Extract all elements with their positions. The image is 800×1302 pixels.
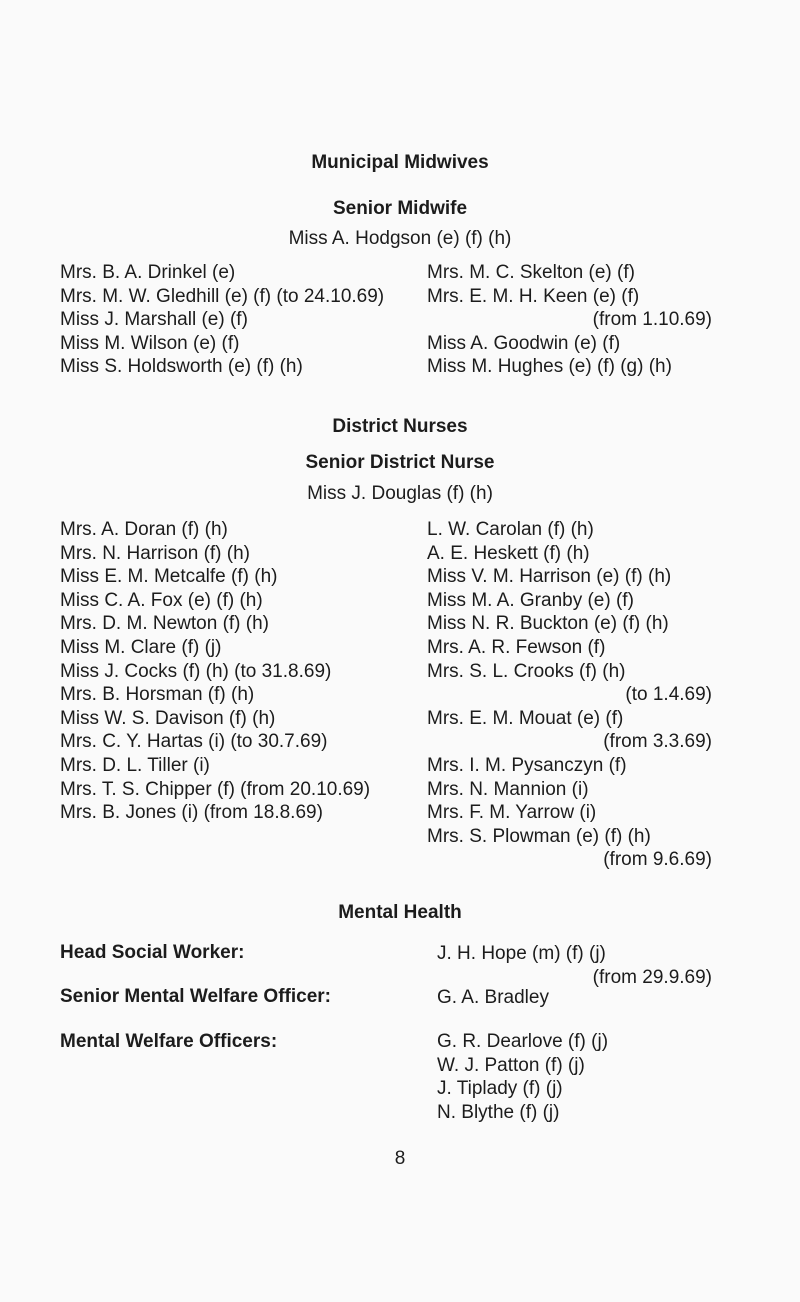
senior-officer-entry bbox=[437, 986, 549, 1010]
head-social-worker-entry bbox=[437, 942, 712, 989]
list-item: Miss M. Wilson (e) (f) bbox=[60, 332, 240, 354]
list-item: Miss S. Holdsworth (e) (f) (h) bbox=[60, 356, 303, 378]
district-right-column bbox=[427, 518, 712, 872]
list-item: G. A. Bradley bbox=[437, 987, 549, 1008]
list-item: Miss W. S. Davison (f) (h) bbox=[60, 707, 276, 729]
senior-district-name: Miss J. Douglas (f) (h) bbox=[307, 483, 493, 504]
list-item: J. Tiplady (f) (j) bbox=[437, 1078, 563, 1100]
list-item: Mrs. S. L. Crooks (f) (h) bbox=[427, 660, 626, 682]
list-item: Mrs. I. M. Pysanczyn (f) bbox=[427, 754, 627, 776]
list-item-note: (to 1.4.69) bbox=[625, 684, 712, 706]
list-item: Mrs. N. Harrison (f) (h) bbox=[60, 542, 250, 564]
list-item: Mrs. A. R. Fewson (f) bbox=[427, 636, 606, 658]
midwives-left-column bbox=[60, 261, 384, 379]
list-item: Miss A. Goodwin (e) (f) bbox=[427, 332, 621, 354]
list-item: Miss V. M. Harrison (e) (f) (h) bbox=[427, 566, 672, 588]
list-item-note: (from 3.3.69) bbox=[603, 731, 712, 753]
list-item: J. H. Hope (m) (f) (j) bbox=[437, 943, 606, 964]
list-item: Miss M. Hughes (e) (f) (g) (h) bbox=[427, 356, 672, 378]
list-item: Miss C. A. Fox (e) (f) (h) bbox=[60, 589, 263, 611]
senior-midwife-title: Senior Midwife bbox=[332, 198, 468, 219]
list-item: Mrs. B. Jones (i) (from 18.8.69) bbox=[60, 802, 323, 824]
section-heading-midwives: Municipal Midwives bbox=[311, 152, 489, 173]
list-item: L. W. Carolan (f) (h) bbox=[427, 519, 594, 540]
senior-district-title: Senior District Nurse bbox=[305, 452, 495, 473]
list-item: Miss J. Marshall (e) (f) bbox=[60, 309, 248, 331]
list-item: Miss M. A. Granby (e) (f) bbox=[427, 589, 634, 611]
district-left-column bbox=[60, 518, 370, 825]
list-item: Mrs. F. M. Yarrow (i) bbox=[427, 802, 597, 824]
list-item: W. J. Patton (f) (j) bbox=[437, 1054, 585, 1076]
list-item: N. Blythe (f) (j) bbox=[437, 1101, 560, 1123]
list-item: Mrs. D. M. Newton (f) (h) bbox=[60, 613, 270, 635]
list-item: Miss E. M. Metcalfe (f) (h) bbox=[60, 566, 278, 588]
senior-officer-label: Senior Mental Welfare Officer: bbox=[60, 986, 331, 1007]
list-item: G. R. Dearlove (f) (j) bbox=[437, 1031, 609, 1052]
list-item: Mrs. B. Horsman (f) (h) bbox=[60, 684, 255, 706]
list-item: Miss N. R. Buckton (e) (f) (h) bbox=[427, 613, 669, 635]
page-number: 8 bbox=[394, 1148, 406, 1169]
head-social-worker-label: Head Social Worker: bbox=[60, 942, 245, 963]
list-item: Mrs. M. C. Skelton (e) (f) bbox=[427, 262, 635, 283]
list-item: Mrs. T. S. Chipper (f) (from 20.10.69) bbox=[60, 778, 371, 800]
list-item: Mrs. E. M. H. Keen (e) (f) bbox=[427, 285, 640, 307]
list-item: Mrs. D. L. Tiller (i) bbox=[60, 754, 210, 776]
list-item: Mrs. B. A. Drinkel (e) bbox=[60, 262, 236, 283]
list-item: Mrs. C. Y. Hartas (i) (to 30.7.69) bbox=[60, 731, 328, 753]
section-heading-mental-health: Mental Health bbox=[338, 902, 462, 923]
list-item: A. E. Heskett (f) (h) bbox=[427, 542, 590, 564]
section-heading-district: District Nurses bbox=[332, 416, 468, 437]
officers-label: Mental Welfare Officers: bbox=[60, 1031, 278, 1052]
list-item: Mrs. A. Doran (f) (h) bbox=[60, 519, 228, 540]
list-item-note: (from 9.6.69) bbox=[603, 849, 712, 871]
midwives-right-column bbox=[427, 261, 712, 379]
list-item: Miss M. Clare (f) (j) bbox=[60, 636, 222, 658]
senior-midwife-name: Miss A. Hodgson (e) (f) (h) bbox=[288, 228, 512, 249]
list-item: Mrs. M. W. Gledhill (e) (f) (to 24.10.69) bbox=[60, 285, 385, 307]
list-item: Mrs. E. M. Mouat (e) (f) bbox=[427, 707, 624, 729]
officers-list bbox=[437, 1030, 608, 1124]
list-item: Mrs. S. Plowman (e) (f) (h) bbox=[427, 825, 651, 847]
list-item: Miss J. Cocks (f) (h) (to 31.8.69) bbox=[60, 660, 332, 682]
list-item: Mrs. N. Mannion (i) bbox=[427, 778, 589, 800]
list-item-note: (from 1.10.69) bbox=[592, 309, 712, 331]
list-item-note: (from 29.9.69) bbox=[592, 966, 712, 988]
